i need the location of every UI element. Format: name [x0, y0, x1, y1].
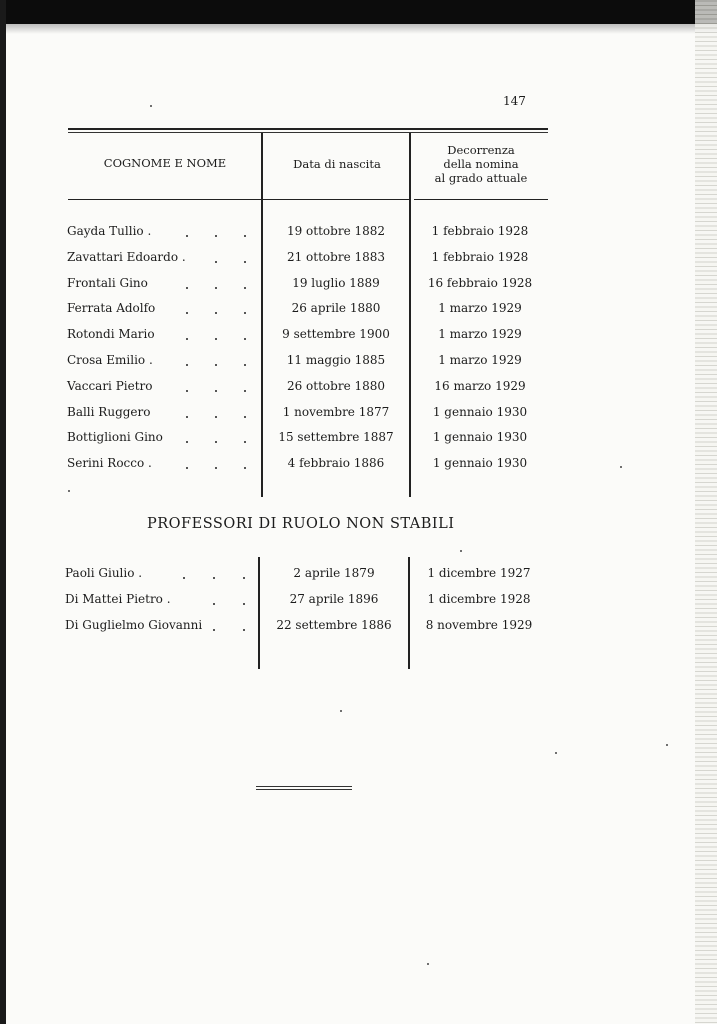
leader-dot: [213, 577, 215, 579]
cell-appointment: 1 marzo 1929: [438, 301, 522, 316]
cell-name: Bottiglioni Gino: [67, 430, 163, 445]
leader-dot: [243, 629, 245, 631]
cell-birth: 9 settembre 1900: [282, 327, 390, 342]
cell-name: Vaccari Pietro: [67, 378, 153, 393]
cell-appointment: 16 marzo 1929: [434, 378, 526, 393]
header-bottom-rule-right: [414, 199, 548, 200]
scan-top-shadow: [0, 24, 717, 34]
cell-appointment: 1 gennaio 1930: [432, 456, 528, 471]
leader-dot: [244, 467, 246, 469]
leader-dot: [186, 338, 188, 340]
leader-dot: [244, 312, 246, 314]
cell-appointment: 1 febbraio 1928: [431, 249, 529, 264]
cell-name: Frontali Gino: [67, 275, 148, 290]
leader-dot: [215, 338, 217, 340]
table-top-rule: [68, 128, 548, 130]
closing-rule-thin: [256, 789, 352, 790]
leader-dot: [244, 441, 246, 443]
scan-speck: [666, 744, 668, 746]
header-appointment-line1: Decorrenza: [447, 143, 515, 157]
cell-name: Paoli Giulio .: [65, 566, 143, 580]
page-number: 147: [503, 94, 526, 108]
leader-dot: [215, 390, 217, 392]
leader-dot: [186, 287, 188, 289]
cell-name: Ferrata Adolfo: [67, 301, 156, 316]
cell-appointment: 1 gennaio 1930: [432, 404, 528, 419]
cell-birth: 11 maggio 1885: [286, 353, 386, 367]
header-appointment-line3: al grado attuale: [434, 171, 528, 185]
leader-dot: [215, 312, 217, 314]
leader-dot: [183, 577, 185, 579]
cell-name: Rotondi Mario: [67, 327, 155, 342]
cell-name: Gayda Tullio .: [67, 224, 152, 238]
cell-birth: 22 settembre 1886: [276, 617, 392, 632]
cell-appointment: 1 dicembre 1927: [427, 566, 531, 580]
scan-speck: [68, 490, 70, 492]
cell-appointment: 8 novembre 1929: [425, 617, 533, 632]
cell-birth: 4 febbraio 1886: [287, 456, 385, 471]
leader-dot: [215, 261, 217, 263]
leader-dot: [244, 235, 246, 237]
cell-birth: 15 settembre 1887: [278, 430, 394, 445]
header-appointment-line2: della nomina: [443, 157, 519, 171]
header-bottom-rule-left: [68, 199, 409, 200]
scan-speck: [555, 752, 557, 754]
cell-birth: 1 novembre 1877: [282, 404, 390, 419]
scan-speck: [427, 963, 429, 965]
cell-birth: 27 aprile 1896: [289, 591, 379, 606]
cell-birth: 26 ottobre 1880: [286, 378, 386, 393]
leader-dot: [244, 287, 246, 289]
leader-dot: [243, 603, 245, 605]
cell-name: Di Mattei Pietro .: [65, 591, 171, 606]
header-name: COGNOME E NOME: [103, 156, 227, 170]
cell-birth: 19 luglio 1889: [292, 275, 380, 290]
cell-name: Balli Ruggero: [67, 404, 151, 419]
leader-dot: [186, 312, 188, 314]
cell-appointment: 1 febbraio 1928: [431, 224, 529, 238]
leader-dot: [186, 390, 188, 392]
leader-dot: [186, 441, 188, 443]
cell-name: Di Guglielmo Giovanni: [65, 617, 203, 632]
leader-dot: [186, 416, 188, 418]
leader-dot: [244, 364, 246, 366]
leader-dot: [244, 390, 246, 392]
leader-dot: [213, 629, 215, 631]
scan-speck: [620, 466, 622, 468]
leader-dot: [186, 467, 188, 469]
leader-dot: [244, 261, 246, 263]
closing-rule: [256, 786, 352, 787]
cell-name: Crosa Emilio .: [67, 353, 153, 367]
leader-dot: [215, 467, 217, 469]
leader-dot: [215, 416, 217, 418]
leader-dot: [215, 441, 217, 443]
cell-name: Serini Rocco .: [67, 456, 152, 471]
cell-birth: 2 aprile 1879: [293, 566, 375, 580]
leader-dot: [244, 338, 246, 340]
header-appointment: [414, 143, 548, 185]
cell-name: Zavattari Edoardo .: [67, 249, 186, 264]
leader-dot: [186, 364, 188, 366]
scan-speck: [340, 710, 342, 712]
scan-left-border: [0, 0, 6, 1024]
leader-dot: [213, 603, 215, 605]
leader-dot: [215, 235, 217, 237]
cell-birth: 26 aprile 1880: [291, 301, 381, 316]
section-title: PROFESSORI DI RUOLO NON STABILI: [147, 516, 455, 532]
leader-dot: [186, 235, 188, 237]
scan-speck: [460, 550, 462, 552]
scan-top-border: [0, 0, 717, 24]
cell-birth: 21 ottobre 1883: [286, 249, 386, 264]
leader-dot: [244, 416, 246, 418]
cell-appointment: 1 dicembre 1928: [427, 591, 531, 606]
cell-appointment: 1 marzo 1929: [438, 327, 522, 342]
header-birth: Data di nascita: [293, 157, 381, 171]
scan-speck: [150, 105, 152, 107]
cell-appointment: 1 marzo 1929: [438, 353, 522, 367]
scan-right-edge: [695, 0, 717, 1024]
cell-appointment: 16 febbraio 1928: [427, 275, 533, 290]
cell-appointment: 1 gennaio 1930: [432, 430, 528, 445]
table-top-rule-thin: [68, 132, 548, 133]
leader-dot: [215, 287, 217, 289]
leader-dot: [243, 577, 245, 579]
leader-dot: [215, 364, 217, 366]
cell-birth: 19 ottobre 1882: [286, 224, 386, 238]
